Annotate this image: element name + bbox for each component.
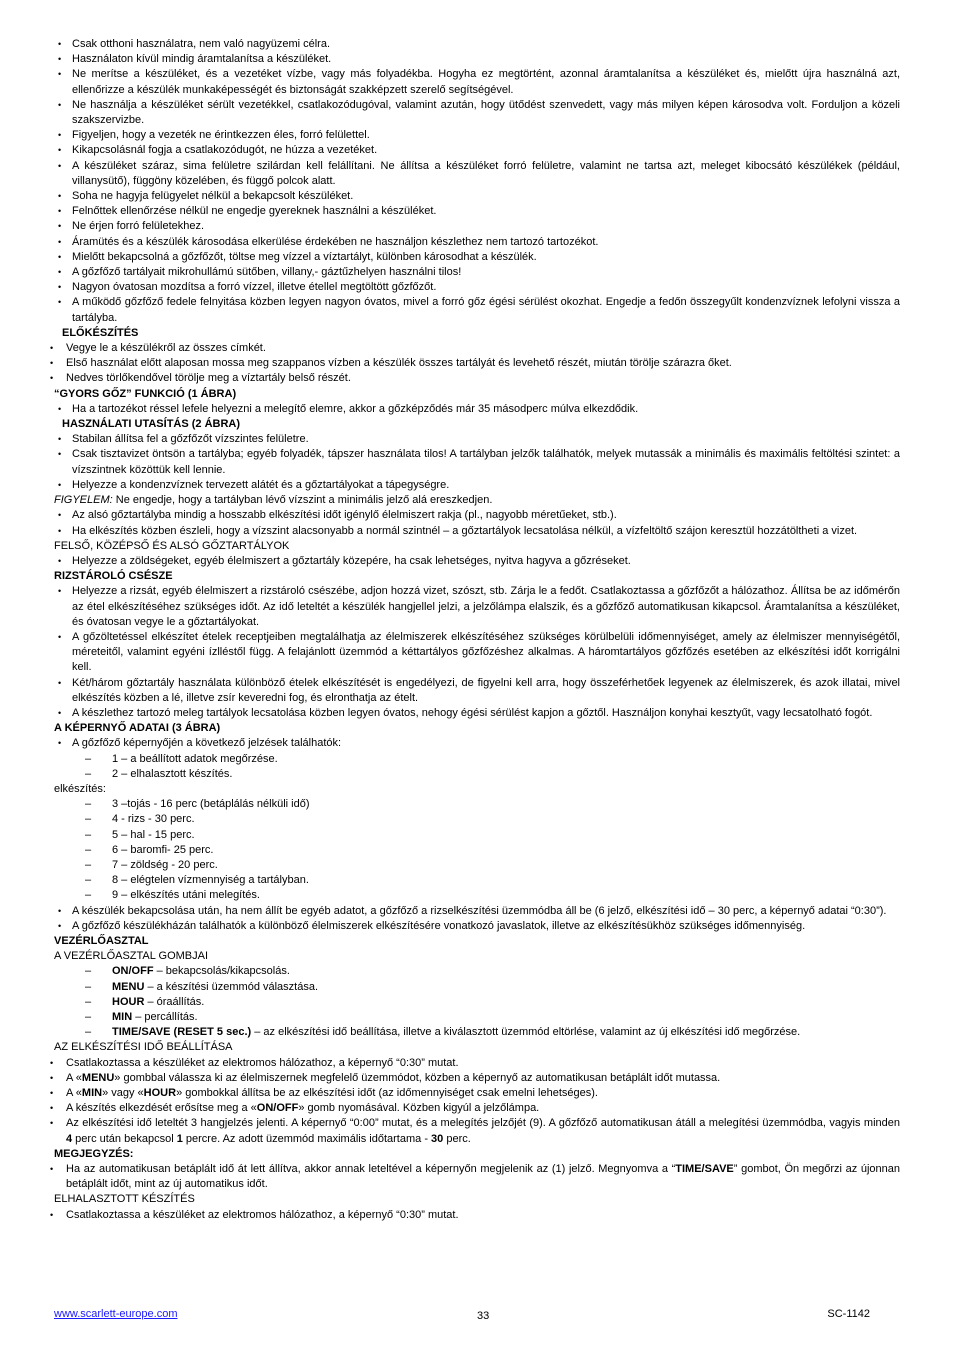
paragraph: [54, 949, 900, 964]
text-run: A gőzöltetéssel elkészítet ételek receptjeiben megtalálhatja az élelmiszerek elkészítéséhez szükséges körülbelüli időmennyiséget, amely az élelmiszer mennyiségétől, méreteitől, valamint egyéni ízlléstől függ. A felajánlott üzemmód a kéttartályos gőzfőzéshez alkalmas. A háromtartályos gőzfőzés esetében az elkészítési időt korrigálni kell.: [72, 630, 900, 674]
text-run: 8 – elégtelen vízmennyiség a tartályban.: [112, 874, 309, 887]
dash-item: [54, 1010, 900, 1025]
bullet-item: [54, 478, 900, 493]
bullet-item: [54, 736, 900, 751]
text-run: Csak otthoni használatra, nem való nagyüzemi célra.: [72, 38, 331, 50]
website-link[interactable]: www.scarlett-europe.com: [54, 1308, 178, 1320]
dash-item: [54, 767, 900, 782]
bullet-item: [54, 219, 900, 234]
text-run: Csatlakoztassa a készüléket az elektromos hálózathoz, a képernyő “0:30” mutat.: [66, 1208, 459, 1221]
dash-item: [54, 888, 900, 903]
dash-item: [54, 964, 900, 979]
text-run: 2 – elhalasztott készítés.: [112, 767, 233, 780]
bullet-item: [54, 554, 900, 569]
text-run: TIME/SAVE: [675, 1163, 734, 1176]
text-run: MENU: [81, 1071, 115, 1084]
text-run: HOUR: [143, 1087, 177, 1100]
text-run: – óraállítás.: [144, 995, 205, 1008]
text-run: A készítés elkezdését erősítse meg a «: [66, 1102, 257, 1115]
bullet-item: [48, 356, 900, 371]
dash-item: [54, 797, 900, 812]
text-run: Áramütés és a készülék károsodása elkerülése érdekében ne használjon készlethez nem tartozó tartozékot.: [72, 235, 599, 248]
bullet-item: [54, 706, 900, 721]
text-run: A gőzfőző képernyőjén a következő jelzések találhatók:: [72, 737, 342, 750]
bullet-item: [54, 402, 900, 417]
bullet-item: [54, 524, 900, 539]
paragraph: [54, 1192, 900, 1207]
bullet-item: [54, 250, 900, 265]
text-run: – az elkészítési idő beállítása, illetve a kiválasztott üzemmód eltörlése, valamint az új elkészítési idő megőrzése.: [251, 1026, 801, 1039]
text-run: TIME/SAVE (RESET 5 sec.): [112, 1026, 252, 1039]
text-run: perc után bekapcsol: [72, 1132, 177, 1145]
text-run: Használaton kívül mindig áramtalanítsa a készüléket.: [72, 53, 332, 66]
bullet-item: [54, 98, 900, 128]
bullet-item: [54, 189, 900, 204]
text-run: 5 – hal - 15 perc.: [112, 828, 195, 841]
dash-item: [54, 828, 900, 843]
bullet-item: [54, 508, 900, 523]
text-run: – percállítás.: [132, 1011, 198, 1023]
paragraph: [54, 1040, 900, 1055]
text-run: Mielőtt bekapcsolná a gőzfőzőt, töltse meg vízzel a víztartályt, különben károsodhat a készülék.: [72, 250, 537, 263]
text-run: Helyezze a kondenzvíznek tervezett alátét és a gőztartályokat a tápegységre.: [72, 478, 450, 491]
text-run: elkészítés:: [54, 782, 106, 795]
text-run: A gőzfőző tartályait mikrohullámú sütőben, villany,- gáztűzhelyen használni tilos!: [72, 266, 462, 279]
text-run: Két/három gőztartály használata különböző ételek elkészítését is engedélyezi, de figyelni kell arra, hogy összeférhetőek legyenek az élelmiszerek, és azok illatai, mivel elkészítés közben a lé, illetve zsír keveredni fog, és elronthatja az ételt.: [72, 676, 900, 704]
text-run: – bekapcsolás/kikapcsolás.: [153, 965, 290, 978]
text-run: ELHALASZTOTT KÉSZÍTÉS: [54, 1193, 195, 1206]
bullet-item: [54, 432, 900, 447]
model-number: SC-1142: [827, 1308, 870, 1320]
dash-item: [54, 995, 900, 1010]
bullet-item: [48, 371, 900, 386]
text-run: A VEZÉRLŐASZTAL GOMBJAI: [54, 950, 209, 963]
text-run: » gombbal válassza ki az élelmiszernek megfelelő üzemmódot, közben a képernyő az automatikusan betáplált időt mutassa.: [114, 1071, 721, 1084]
page-footer: [54, 1307, 900, 1323]
dash-item: [54, 843, 900, 858]
paragraph: [54, 493, 900, 508]
text-run: Ha az automatikusan betáplált idő át lett állítva, akkor annak leteltével a képernyőn megjelenik az (1) jelző. Megnyomva a “: [66, 1163, 676, 1176]
text-run: A készüléket száraz, sima felületre szilárdan kell felállítani. Ne állítsa a készüléket forró felületre, valamint ne tartsa azt, meleget kibocsátó készülékek (például, villanysütő), függöny közelében, és függő polcok alatt.: [72, 159, 900, 187]
text-run: Helyezze a zöldségeket, egyéb élelmiszert a gőztartály közepére, ha csak lehetséges, nyitva hagyva a gőzréseket.: [72, 554, 631, 567]
text-run: Stabilan állítsa fel a gőzfőzőt vízszintes felületre.: [72, 433, 309, 446]
bullet-item: [54, 584, 900, 630]
bullet-item: [48, 341, 900, 356]
text-run: ON/OFF: [256, 1102, 299, 1115]
text-run: ON/OFF: [112, 965, 154, 978]
bullet-item: [54, 904, 900, 919]
paragraph: [54, 782, 900, 797]
text-run: A «: [66, 1071, 82, 1084]
text-run: Nagyon óvatosan mozdítsa a forró vízzel, illetve étellel megtöltött gőzfőzőt.: [72, 281, 437, 294]
text-run: » gombokkal állítsa be az elkészítési időt (az időmennyiséget csak emelni lehetséges).: [176, 1087, 598, 1100]
section-heading: MEGJEGYZÉS:: [54, 1147, 134, 1160]
text-run: 4 - rizs - 30 perc.: [112, 813, 195, 826]
bullet-item: [48, 1208, 900, 1223]
bullet-item: [54, 447, 900, 477]
text-run: FELSŐ, KÖZÉPSŐ ÉS ALSÓ GŐZTARTÁLYOK: [54, 539, 290, 552]
text-run: 4: [66, 1132, 73, 1145]
text-run: A «: [66, 1087, 82, 1100]
section-heading: VEZÉRLŐASZTAL: [54, 934, 149, 947]
bullet-item: [48, 1116, 900, 1146]
bullet-item: [54, 676, 900, 706]
text-run: » gomb nyomásával. Közben kigyúl a jelzőlámpa.: [298, 1102, 540, 1115]
bullet-item: [48, 1162, 900, 1192]
bullet-item: [54, 52, 900, 67]
bullet-item: [48, 1086, 900, 1101]
document-body: [54, 37, 900, 1223]
dash-item: [54, 858, 900, 873]
paragraph: [54, 539, 900, 554]
text-run: A működő gőzfőző fedele felnyitása közben legyen nagyon óvatos, mivel a forró gőz égési sérülést okozhat. Engedje a fedőn összegyűlt kondenzvíznek lefolyni vissza a tartályba.: [72, 296, 900, 324]
section-heading: “GYORS GŐZ” FUNKCIÓ (1 ÁBRA): [54, 387, 237, 400]
bullet-item: [54, 919, 900, 934]
text-run: Az alsó gőztartályba mindig a hosszabb elkészítési időt igénylő élelmiszert rakja (pl., nagyobb méretűeket, stb.).: [72, 509, 617, 522]
text-run: Az elkészítési idő leteltét 3 hangjelzés jelenti. A képernyő “0:00” mutat, és a melegítés jelzőjét (9). A gőzfőző automatikusan átáll a melegítési üzemmódba, vagyis minden: [66, 1117, 900, 1130]
text-run: Vegye le a készülékről az összes címkét.: [66, 342, 266, 355]
bullet-item: [54, 159, 900, 189]
text-run: Ne merítse a készüléket, és a vezetéket vízbe, vagy más folyadékba. Hogyha ez megtörtént, azonnal áramtalanítsa a készüléket és, mielőtt újra használná azt, ellenőrizze a készülék munkaképességét és biztonságát szakképzett szerelő segítségével.: [72, 68, 900, 96]
bullet-item: [48, 1056, 900, 1071]
text-run: Figyeljen, hogy a vezeték ne érintkezzen éles, forró felülettel.: [72, 129, 370, 142]
bullet-item: [54, 630, 900, 676]
text-run: Ne használja a készüléket sérült vezetékkel, csatlakozódugóval, valamint azután, hogy ütődést szenvedett, vagy más milyen képen károsodva volt. Forduljon a közeli szakszervizbe.: [72, 98, 900, 127]
bullet-item: [54, 280, 900, 295]
text-run: ” gombot, Ön megőrzi az újonnan betáplált időt, mint az új automatikus időt.: [66, 1163, 900, 1191]
text-run: Csatlakoztassa a készüléket az elektromos hálózathoz, a képernyő “0:30” mutat.: [66, 1056, 459, 1069]
text-run: – a készítési üzemmód választása.: [144, 980, 319, 993]
text-run: MIN: [112, 1011, 133, 1023]
bullet-item: [54, 37, 900, 52]
text-run: Felnőttek ellenőrzése nélkül ne engedje gyereknek használni a készüléket.: [72, 205, 437, 218]
text-run: MIN: [81, 1087, 103, 1100]
text-run: A készlethez tartozó meleg tartályok lecsatolása közben legyen óvatos, nehogy égési sérülést kapjon a gőztől. Használjon konyhai kesztyűt, vagy lecsatolható fogót.: [72, 706, 873, 719]
text-run: A gőzfőző készülékházán találhatók a különböző élelmiszerek elkészítésére vonatkozó javaslatok, illetve az elkészítésükhöz szükséges időmennyiség.: [72, 919, 806, 932]
bullet-item: [48, 1071, 900, 1086]
text-run: Első használat előtt alaposan mossa meg szappanos vízben a készülék összes tartályát és levehető részét, miután törölje szárazra őket.: [66, 357, 732, 370]
text-run: A készülék bekapcsolása után, ha nem állít be egyéb adatot, a gőzfőző a rizselkészítési üzemmódba áll be (6 jelző, elkészítési idő – 30 perc, a képernyő adatai “0:30”).: [72, 904, 887, 917]
text-run: Kikapcsolásnál fogja a csatlakozódugót, ne húzza a vezetéket.: [72, 144, 378, 157]
text-run: perc.: [443, 1132, 471, 1145]
dash-item: [54, 1025, 900, 1040]
dash-item: [54, 812, 900, 827]
text-run: Csak tisztavizet öntsön a tartályba; egyéb folyadék, tápszer használata tilos! A tartályban jelzők találhatók, melyek mutassák a minimális és maximális feltöltési szintet: a vízszintnek közöttük kell lennie.: [72, 448, 900, 476]
text-run: Ne engedje, hogy a tartályban lévő vízszint a minimális jelző alá ereszkedjen.: [112, 494, 493, 507]
text-run: 7 – zöldség - 20 perc.: [112, 858, 218, 871]
section-heading: ELŐKÉSZÍTÉS: [62, 326, 139, 339]
text-run: percre. Az adott üzemmód maximális időtartama -: [182, 1132, 432, 1145]
text-run: 1 – a beállított adatok megőrzése.: [112, 752, 278, 765]
dash-item: [54, 980, 900, 995]
dash-item: [54, 752, 900, 767]
text-run: Ha elkészítés közben észleli, hogy a vízszint alacsonyabb a normál szintnél – a gőztartályok lecsatolása nélkül, a vízfeltöltő szájon keresztül hozzátöltheti a vizet.: [72, 524, 858, 537]
bullet-item: [54, 204, 900, 219]
text-run: 30: [431, 1132, 444, 1145]
dash-item: [54, 873, 900, 888]
text-run: 1: [176, 1132, 183, 1145]
section-heading: A KÉPERNYŐ ADATAI (3 ÁBRA): [54, 722, 221, 735]
section-heading: HASZNÁLATI UTASÍTÁS (2 ÁBRA): [62, 418, 241, 431]
bullet-item: [54, 235, 900, 250]
bullet-item: [54, 143, 900, 158]
page-number: 33: [477, 1310, 490, 1322]
section-heading: RIZSTÁROLÓ CSÉSZE: [54, 570, 173, 583]
text-run: 9 – elkészítés utáni melegítés.: [112, 889, 260, 902]
text-run: Soha ne hagyja felügyelet nélkül a bekapcsolt készüléket.: [72, 190, 354, 203]
text-run: Helyezze a rizsát, egyéb élelmiszert a rizstároló csészébe, adjon hozzá vizet, szószt, stb. Zárja le a fedőt. Csatlakoztassa a gőzfőzőt a hálózathoz. Állítsa be az időmérőn az étel elkészítéséhez szükséges időt. Az idő leteltét a készülék hangjellel jelzi, a jelzőlámpa elalszik, és a gőzfőző automatikusan kikapcsol. Áramtalanítsa a készüléket, és óvatosan vegye le a gőztartályokat.: [72, 585, 900, 628]
bullet-item: [48, 1101, 900, 1116]
text-run: 3 –tojás - 16 perc (betáplálás nélküli idő): [112, 798, 310, 811]
text-run: 6 – baromfi- 25 perc.: [112, 843, 214, 856]
text-run: MENU: [112, 980, 145, 993]
text-run: AZ ELKÉSZÍTÉSI IDŐ BEÁLLÍTÁSA: [54, 1041, 233, 1054]
text-run: Ha a tartozékot réssel lefele helyezni a melegítő elemre, akkor a gőzképződés már 35 másodperc múlva elkezdődik.: [72, 402, 639, 415]
text-run: » vagy «: [102, 1087, 144, 1100]
text-run: Ne érjen forró felületekhez.: [72, 220, 205, 233]
bullet-item: [54, 295, 900, 325]
text-run: FIGYELEM:: [54, 494, 113, 507]
bullet-item: [54, 128, 900, 143]
text-run: HOUR: [112, 995, 145, 1008]
text-run: Nedves törlőkendővel törölje meg a víztartály belső részét.: [66, 372, 351, 385]
bullet-item: [54, 265, 900, 280]
bullet-item: [54, 67, 900, 97]
